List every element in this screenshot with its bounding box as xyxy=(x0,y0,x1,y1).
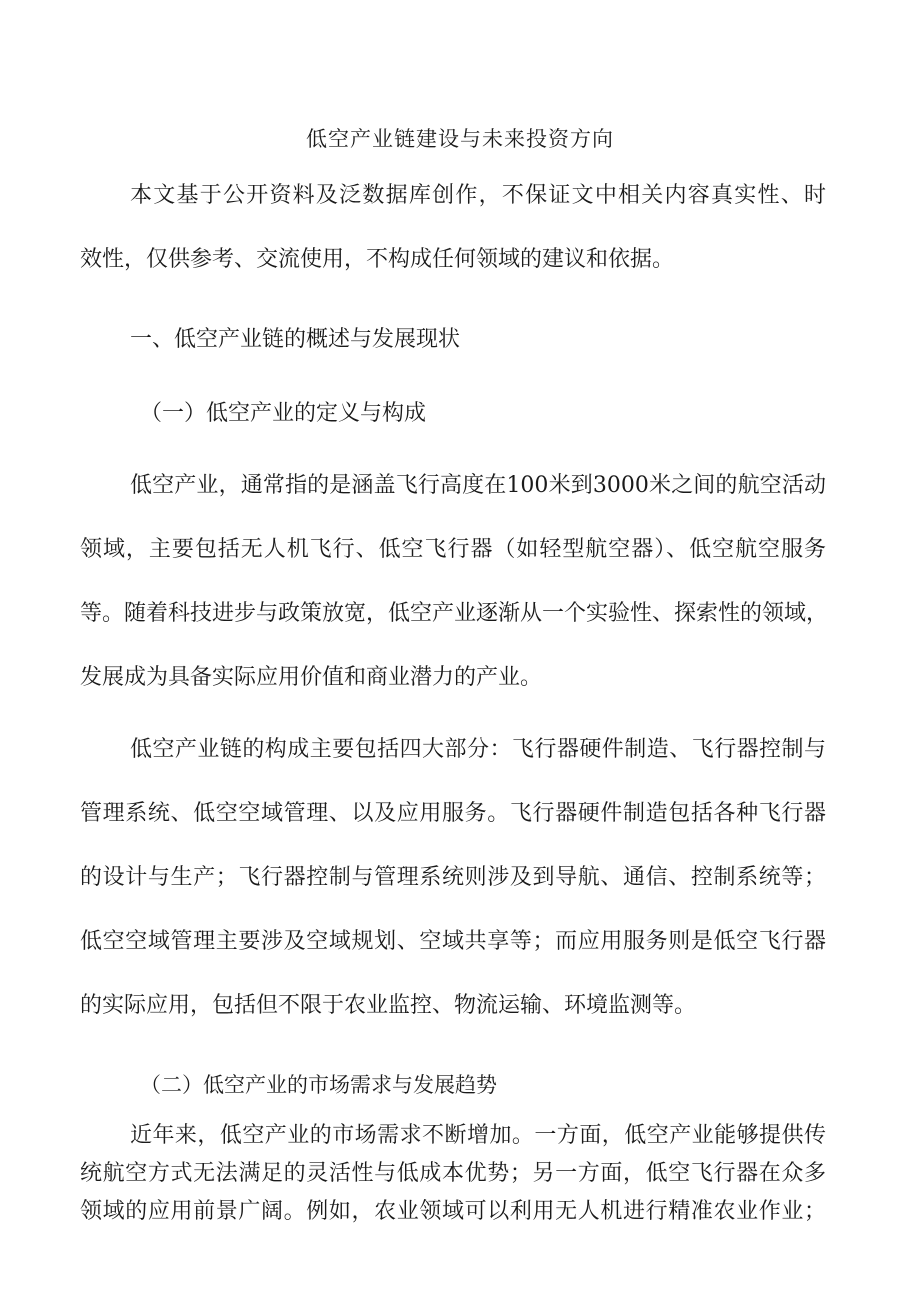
paragraph-line: 低空空域管理主要涉及空域规划、空域共享等；而应用服务则是低空飞行器 xyxy=(80,929,826,954)
paragraph-line: 统航空方式无法满足的灵活性与低成本优势；另一方面，低空飞行器在众多 xyxy=(80,1161,826,1186)
paragraph-line: 的设计与生产；飞行器控制与管理系统则涉及到导航、通信、控制系统等； xyxy=(80,865,826,890)
disclaimer-line: 效性，仅供参考、交流使用，不构成任何领域的建议和依据。 xyxy=(80,247,675,272)
subsection-heading: （一）低空产业的定义与构成 xyxy=(140,401,427,426)
paragraph-line: 等。随着科技进步与政策放宽，低空产业逐渐从一个实验性、探索性的领域， xyxy=(80,601,829,626)
section-heading: 一、低空产业链的概述与发展现状 xyxy=(130,327,461,352)
paragraph-line: 管理系统、低空空域管理、以及应用服务。飞行器硬件制造包括各种飞行器 xyxy=(80,801,826,826)
document-title: 低空产业链建设与未来投资方向 xyxy=(306,127,614,151)
paragraph-line: 发展成为具备实际应用价值和商业潜力的产业。 xyxy=(80,665,543,690)
paragraph-line: 近年来，低空产业的市场需求不断增加。一方面，低空产业能够提供传 xyxy=(130,1123,826,1148)
paragraph-line: 低空产业链的构成主要包括四大部分：飞行器硬件制造、飞行器控制与 xyxy=(130,737,826,762)
paragraph-line: 低空产业，通常指的是涵盖飞行高度在100米到3000米之间的航空活动 xyxy=(130,473,826,498)
disclaimer-line: 本文基于公开资料及泛数据库创作，不保证文中相关内容真实性、时 xyxy=(130,183,826,208)
paragraph-line: 领域的应用前景广阔。例如，农业领域可以利用无人机进行精准农业作业； xyxy=(80,1199,826,1224)
paragraph-line: 的实际应用，包括但不限于农业监控、物流运输、环境监测等。 xyxy=(80,993,697,1018)
paragraph-line: 领域，主要包括无人机飞行、低空飞行器（如轻型航空器）、低空航空服务 xyxy=(80,537,826,562)
subsection-heading: （二）低空产业的市场需求与发展趋势 xyxy=(140,1073,497,1097)
